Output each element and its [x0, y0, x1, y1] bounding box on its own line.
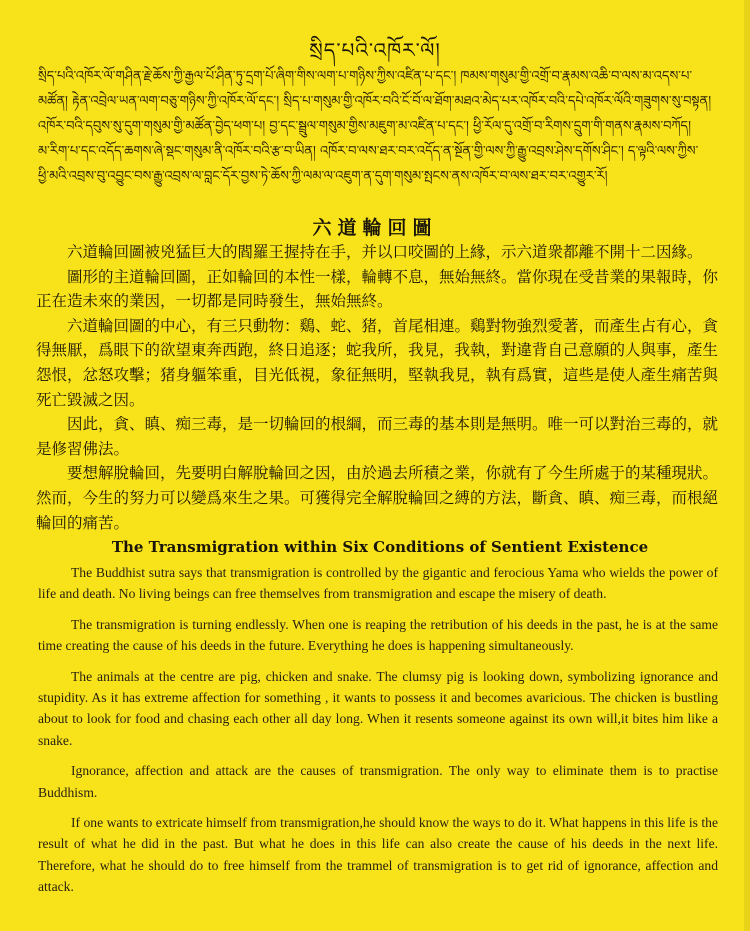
- english-title: The Transmigration within Six Conditions of Sentient Existence: [111, 538, 649, 556]
- english-paragraph: If one wants to extricate himself from transmigration,he should know the ways to do it. What happens in this life is the result of what he did in the past. But what he does in this life can also create the cause of his deeds in the next life. Therefore, what he should do to free himself from the trammel of transmigration is to get rid of ignorance, affection and attack.: [38, 815, 718, 895]
- chinese-paragraph: 六道輪回圖被兇猛巨大的閻羅王握持在手，并以口咬圖的上緣，示六道衆都離不開十二因緣。: [67, 243, 703, 261]
- english-text-block: [38, 562, 718, 898]
- chinese-text-block: [36, 240, 726, 535]
- chinese-paragraph: 圖形的主道輪回圖，正如輪回的本性一樣，輪轉不息，無始無終。當你現在受昔業的果報時，你正在造未來的業因，一切都是同時發生，無始無終。: [36, 267, 719, 311]
- tibetan-line: མཚོན། རྟེན་འབྲེལ་ཡན་ལག་བཅུ་གཉིས་ཀྱི་འཁོར་ལོ་དང་། སྲིད་པ་གསུམ་གྱི་འཁོར་བའི་ངོ་བོ་ལ་ཐོག་མཐའ་མེད་པར་འཁོར་བའི་དཔེ་འཁོར་ལོའི་གཟུགས་སུ་བསྟན།: [38, 94, 712, 109]
- english-paragraph: The Buddhist sutra says that transmigration is controlled by the gigantic and ferocious Yama who wields the power of life and death. No living beings can free themselves from transmigration and escape the misery of death.: [38, 565, 718, 602]
- tibetan-line: མ་རིག་པ་དང་འདོད་ཆགས་ཞེ་སྡང་གསུམ་ནི་འཁོར་བའི་རྩ་བ་ཡིན། འཁོར་བ་ལས་ཐར་བར་འདོད་ན་སྔོན་གྱི་ལས་ཀྱི་རྒྱུ་འབྲས་ཤེས་དགོས་ཤིང་། ད་ལྟའི་ལས་ཀྱིས་: [38, 144, 699, 159]
- chinese-paragraph: 要想解脫輪回，先要明白解脫輪回之因，由於過去所積之業，你就有了今生所處于的某種現狀。然而，今生的努力可以變爲來生之果。可獲得完全解脫輪回之縛的方法，斷貪、瞋、痴三毒，而根絕輪回的痛苦。: [36, 464, 719, 532]
- english-paragraph: The animals at the centre are pig, chicken and snake. The clumsy pig is looking down, symbolizing ignorance and stupidity. As it has extreme affection for something , it wants to possess it and becomes avaricious. The chicken is bustling about to look for food and chasing each other all day long. When it resents someone against its own will,it bites him like a snake.: [38, 668, 718, 748]
- chinese-paragraph: 六道輪回圖的中心，有三只動物：鷄、蛇、猪，首尾相連。鷄對物強烈愛著，而產生占有心，貪得無厭，爲眼下的欲望東奔西跑，終日追逐；蛇我所，我見，我執，對違背自己意願的人與事，產生怨恨，忿怒攻擊；猪身軀笨重，目光低視，象征無明，堅執我見，執有爲實，這些是使人產生痛苦與死亡毀滅之因。: [36, 316, 719, 409]
- chinese-paragraph: 因此，貪、瞋、痴三毒，是一切輪回的根綱，而三毒的基本則是無明。唯一可以對治三毒的，就是修習佛法。: [36, 415, 719, 458]
- tibetan-title: སྲིད་པའི་འཁོར་ལོ།: [309, 38, 441, 62]
- tibetan-text-block: [38, 64, 722, 189]
- english-paragraph: Ignorance, affection and attack are the causes of transmigration. The only way to eliminate them is to practise Buddhism.: [38, 763, 718, 800]
- english-paragraph: The transmigration is turning endlessly. When one is reaping the retribution of his deeds in the past, he is at the same time creating the cause of his deeds in the future. Everything he does is happening simultaneously.: [38, 616, 718, 654]
- chinese-title: 六道輪回圖: [312, 217, 438, 239]
- tibetan-line: ཕྱི་མའི་འབྲས་བུ་འབྱུང་བས་རྒྱུ་འབྲས་ལ་བླང་དོར་བྱས་ཏེ་ཆོས་ཀྱི་ལམ་ལ་འཇུག་ན་དུག་གསུམ་སྤངས་ནས་འཁོར་བ་ལས་ཐར་བར་འགྱུར་རོ།: [38, 169, 608, 184]
- tibetan-line: འཁོར་བའི་དབུས་སུ་དུག་གསུམ་གྱི་མཚོན་བྱེད་ཕག་པ། བྱ་དང་སྦྲུལ་གསུམ་གྱིས་མཇུག་མ་འཛིན་པ་དང་། ཕྱི་རོལ་དུ་འགྲོ་བ་རིགས་དྲུག་གི་གནས་རྣམས་བཀོད།: [38, 119, 691, 134]
- tibetan-line: སྲིད་པའི་འཁོར་ལོ་གཤིན་རྗེ་ཆོས་ཀྱི་རྒྱལ་པོ་ཤིན་ཏུ་དྲག་པོ་ཞིག་གིས་ལག་པ་གཉིས་ཀྱིས་འཛིན་པ་དང་། ཁམས་གསུམ་གྱི་འགྲོ་བ་རྣམས་འཆི་བ་ལས་མ་འདས་པ་: [38, 69, 693, 84]
- page-edge: [744, 0, 750, 931]
